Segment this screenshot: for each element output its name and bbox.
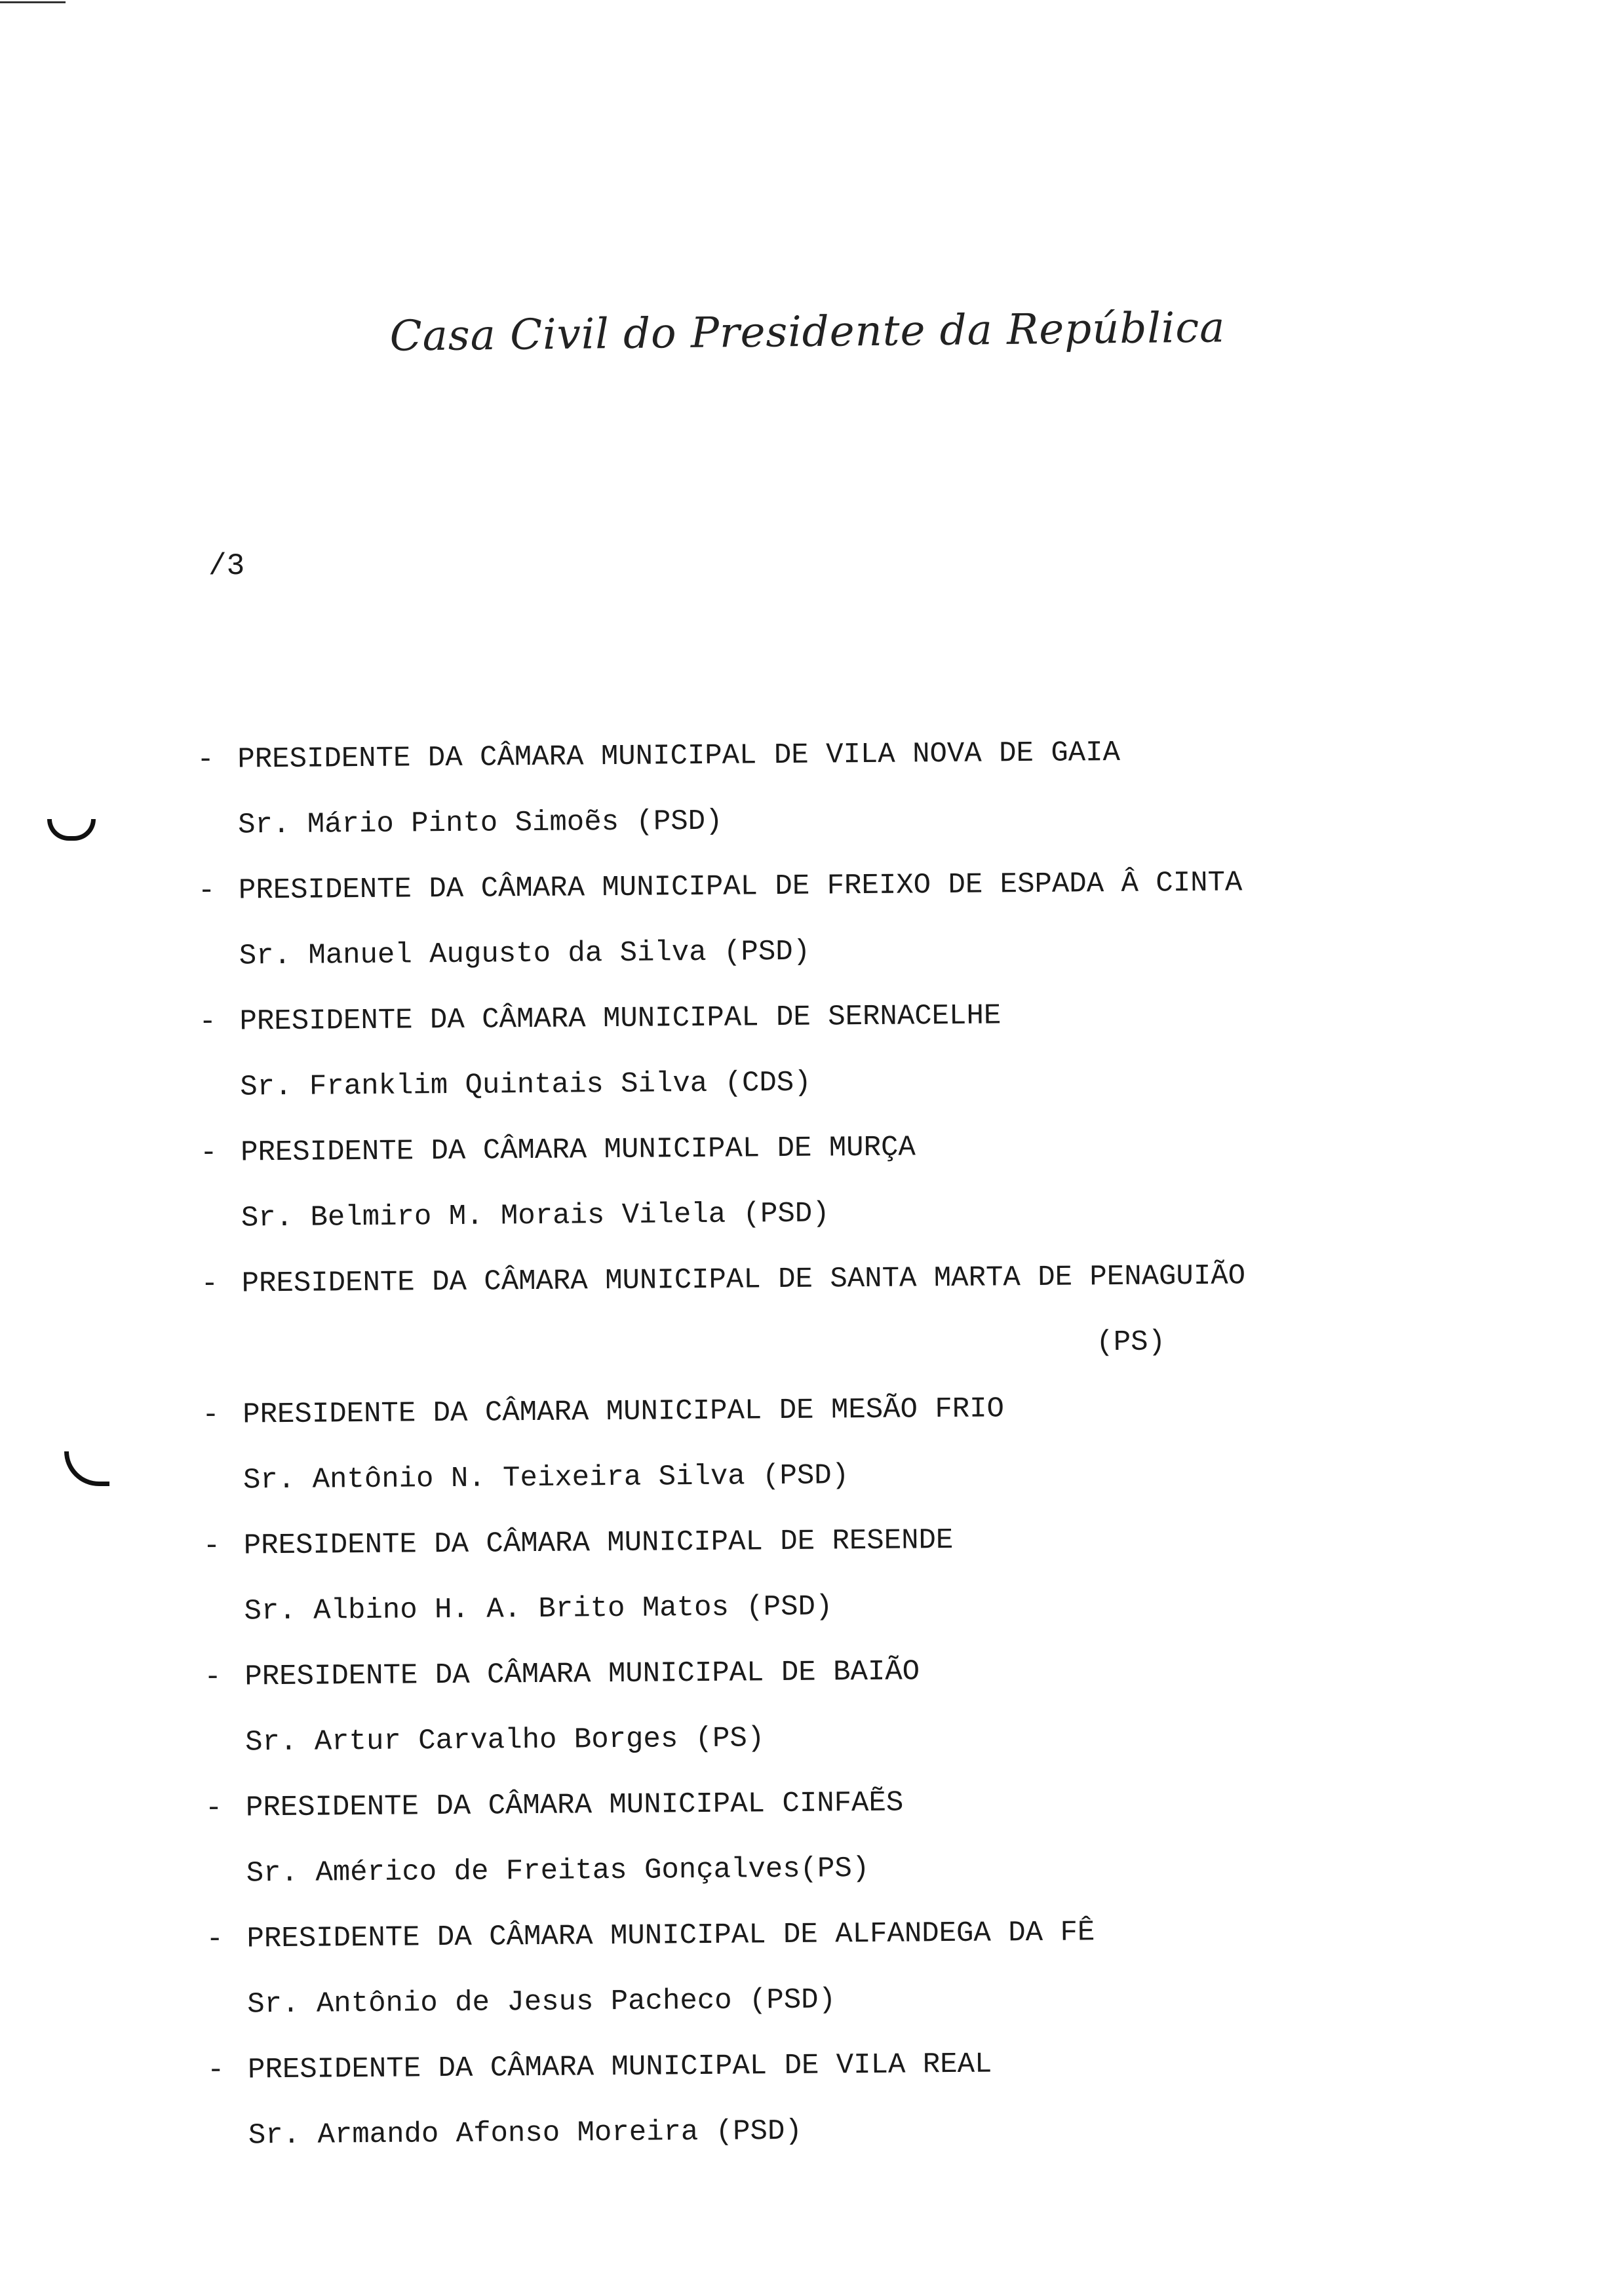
entry-person: Sr. Belmiro M. Morais Vilela (PSD) [241, 1197, 830, 1235]
list-item [203, 1504, 1449, 1645]
dash-marker: - [204, 1660, 222, 1694]
list-item [198, 849, 1445, 989]
list-item [197, 718, 1443, 858]
dash-marker: - [197, 874, 216, 908]
entry-title: PRESIDENTE DA CÂMARA MUNICIPAL DE ALFANDEGA DA FÊ [246, 1916, 1095, 1956]
entry-person: Sr. Américo de Freitas Gonçalves(PS) [246, 1852, 870, 1890]
entry-title: PRESIDENTE DA CÂMARA MUNICIPAL DE FREIXO DE ESPADA Â CINTA [238, 866, 1243, 908]
dash-marker: - [203, 1529, 221, 1563]
entry-title: PRESIDENTE DA CÂMARA MUNICIPAL DE SERNACELHE [239, 999, 1002, 1039]
dash-marker: - [206, 1923, 224, 1956]
dash-marker: - [199, 1005, 217, 1039]
list-item [204, 1635, 1450, 1776]
entry-person: Sr. Antônio N. Teixeira Silva (PSD) [243, 1459, 849, 1497]
check-mark-icon [47, 819, 96, 841]
list-item [205, 1766, 1452, 1907]
entry-title: PRESIDENTE DA CÂMARA MUNICIPAL CINFAẼS [245, 1786, 904, 1825]
dash-marker: - [202, 1398, 220, 1432]
entry-title: PRESIDENTE DA CÂMARA MUNICIPAL DE BAIÃO [244, 1655, 920, 1694]
entry-party: (PS) [1096, 1326, 1166, 1360]
list-item [207, 2028, 1454, 2169]
list-item [206, 1897, 1452, 2038]
entry-person: Sr. Manuel Augusto da Silva (PSD) [239, 935, 811, 973]
list-item [199, 980, 1445, 1120]
entry-title: PRESIDENTE DA CÂMARA MUNICIPAL DE MURÇA [240, 1131, 916, 1170]
dash-marker: - [199, 1136, 218, 1170]
list-item [200, 1111, 1447, 1252]
dash-marker: - [201, 1267, 219, 1301]
entry-person: Sr. Armando Afonso Moreira (PSD) [248, 2114, 802, 2152]
entry-person: Sr. Albino H. A. Brito Matos (PSD) [244, 1590, 833, 1628]
entry-title: PRESIDENTE DA CÂMARA MUNICIPAL DE VILA REAL [247, 2048, 992, 2087]
entries-list [197, 718, 1453, 2169]
check-mark-icon [64, 1451, 109, 1486]
list-item [201, 1242, 1447, 1383]
list-item [202, 1373, 1449, 1514]
dash-marker: - [197, 743, 214, 776]
entry-title: PRESIDENTE DA CÂMARA MUNICIPAL DE MESÃO FRIO [243, 1392, 1005, 1432]
entry-person: Sr. Mário Pinto Simoẽs (PSD) [237, 805, 723, 842]
dash-marker: - [204, 1791, 223, 1825]
corner-rule [0, 1, 66, 3]
page-number: /3 [208, 549, 245, 583]
letterhead: Casa Civil do Presidente da República [389, 303, 1226, 361]
entry-person: Sr. Franklim Quintais Silva (CDS) [240, 1066, 811, 1104]
entry-person: Sr. Artur Carvalho Borges (PS) [244, 1722, 765, 1759]
entry-title: PRESIDENTE DA CÂMARA MUNICIPAL DE SANTA MARTA DE PENAGUIÃO [241, 1259, 1246, 1301]
dash-marker: - [206, 2054, 225, 2087]
entry-title: PRESIDENTE DA CÂMARA MUNICIPAL DE VILA NOVA DE GAIA [237, 736, 1121, 776]
entry-person: Sr. Antônio de Jesus Pacheco (PSD) [247, 1983, 836, 2021]
entry-title: PRESIDENTE DA CÂMARA MUNICIPAL DE RESENDE [243, 1523, 954, 1563]
